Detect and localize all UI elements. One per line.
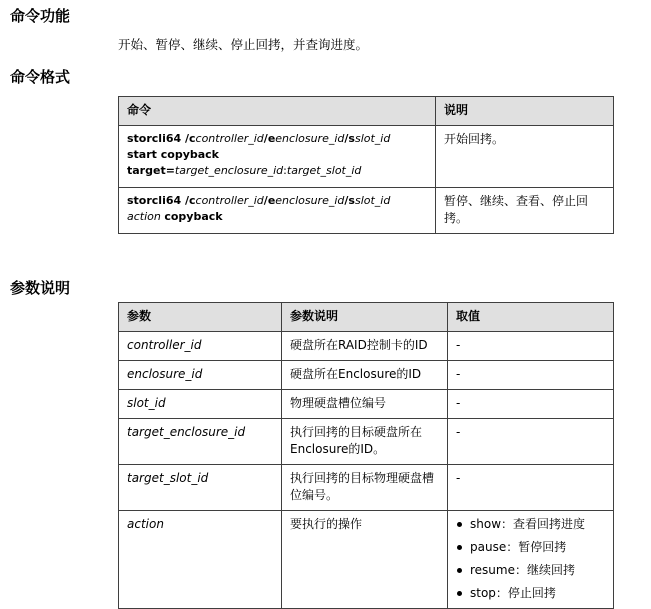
bullet-icon bbox=[457, 591, 462, 596]
param-value: - bbox=[448, 390, 614, 419]
param-name: slot_id bbox=[119, 390, 282, 419]
list-item-text: resume：继续回拷 bbox=[470, 563, 575, 577]
command-syntax-start-copyback: storcli64 /ccontroller_id/eenclosure_id/sslot_id start copyback target=target_enclosure_id:target_slot_id bbox=[119, 126, 436, 188]
command-table-header-row bbox=[119, 97, 614, 126]
param-desc: 物理硬盘槽位编号 bbox=[282, 390, 448, 419]
param-name: action bbox=[119, 511, 282, 609]
bullet-icon bbox=[457, 522, 462, 527]
parameter-table-header-value: 取值 bbox=[448, 303, 614, 332]
list-item-text: pause：暂停回拷 bbox=[470, 540, 567, 554]
list-item bbox=[456, 585, 605, 602]
command-syntax-action-copyback: storcli64 /ccontroller_id/eenclosure_id/sslot_id action copyback bbox=[119, 188, 436, 234]
list-item bbox=[456, 539, 605, 556]
list-item bbox=[456, 562, 605, 579]
param-value: - bbox=[448, 332, 614, 361]
command-table bbox=[118, 96, 614, 234]
param-value: - bbox=[448, 465, 614, 511]
parameter-table bbox=[118, 302, 614, 609]
param-name: controller_id bbox=[119, 332, 282, 361]
list-item bbox=[456, 516, 605, 533]
section-title-command-function: 命令功能 bbox=[10, 7, 71, 25]
command-table-header-command: 命令 bbox=[119, 97, 436, 126]
parameter-row-controller-id bbox=[119, 332, 614, 361]
param-desc: 执行回拷的目标硬盘所在Enclosure的ID。 bbox=[282, 419, 448, 465]
param-name: target_slot_id bbox=[119, 465, 282, 511]
command-description-start: 开始回拷。 bbox=[436, 126, 614, 188]
param-desc: 硬盘所在RAID控制卡的ID bbox=[282, 332, 448, 361]
bullet-icon bbox=[457, 545, 462, 550]
action-value-list bbox=[456, 516, 605, 602]
command-function-text: 开始、暂停、继续、停止回拷，并查询进度。 bbox=[118, 37, 369, 52]
param-desc: 要执行的操作 bbox=[282, 511, 448, 609]
parameter-table-header-row bbox=[119, 303, 614, 332]
parameter-table-header-desc: 参数说明 bbox=[282, 303, 448, 332]
param-desc: 硬盘所在Enclosure的ID bbox=[282, 361, 448, 390]
param-value: - bbox=[448, 361, 614, 390]
command-table-header-description: 说明 bbox=[436, 97, 614, 126]
parameter-row-target-enclosure-id bbox=[119, 419, 614, 465]
list-item-text: stop：停止回拷 bbox=[470, 586, 556, 600]
section-title-command-format: 命令格式 bbox=[10, 68, 71, 86]
bullet-icon bbox=[457, 568, 462, 573]
param-name: enclosure_id bbox=[119, 361, 282, 390]
param-name: target_enclosure_id bbox=[119, 419, 282, 465]
list-item-text: show：查看回拷进度 bbox=[470, 517, 586, 531]
parameter-row-slot-id bbox=[119, 390, 614, 419]
parameter-row-enclosure-id bbox=[119, 361, 614, 390]
param-desc: 执行回拷的目标物理硬盘槽位编号。 bbox=[282, 465, 448, 511]
command-description-action: 暂停、继续、查看、停止回拷。 bbox=[436, 188, 614, 234]
parameter-row-action bbox=[119, 511, 614, 609]
command-table-row bbox=[119, 188, 614, 234]
command-table-row bbox=[119, 126, 614, 188]
parameter-row-target-slot-id bbox=[119, 465, 614, 511]
param-value-list-cell bbox=[448, 511, 614, 609]
section-title-parameters: 参数说明 bbox=[10, 279, 71, 297]
parameter-table-header-param: 参数 bbox=[119, 303, 282, 332]
param-value: - bbox=[448, 419, 614, 465]
